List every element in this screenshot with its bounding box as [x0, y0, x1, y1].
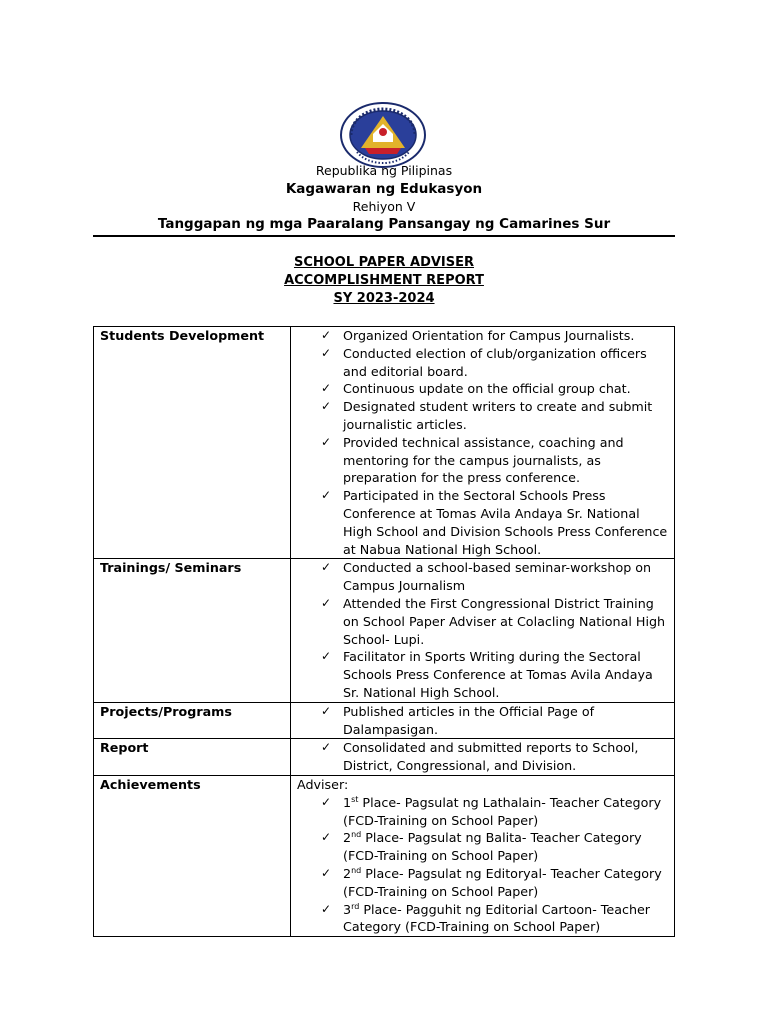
table-row-projects-programs: [94, 702, 675, 739]
row-content: [291, 702, 675, 739]
place-suffix: nd: [351, 830, 362, 840]
achievement-item: [343, 901, 670, 937]
place-number: 3: [343, 901, 352, 917]
row-label: Students Development: [94, 327, 291, 559]
table-row-achievements: [94, 775, 675, 936]
list-item: ✓ Organized Orientation for Campus Journalists.: [343, 327, 670, 345]
achievement-text: Place- Pagguhit ng Editorial Cartoon- Teacher Category (FCD-Training on School Paper): [343, 901, 651, 935]
accomplishment-table: [93, 326, 675, 937]
place-suffix: rd: [351, 901, 360, 911]
table-row-trainings-seminars: [94, 559, 675, 702]
report-title-line-2: ACCOMPLISHMENT REPORT: [284, 273, 484, 288]
row-content: [291, 775, 675, 936]
achievement-item: [343, 865, 670, 901]
report-title-line-1: SCHOOL PAPER ADVISER: [293, 255, 475, 270]
table-row-students-development: [94, 327, 675, 559]
adviser-label: Adviser:: [297, 776, 349, 792]
deped-seal-logo: [339, 102, 427, 168]
row-content: [291, 739, 675, 776]
achievement-text: Place- Pagsulat ng Lathalain- Teacher Category (FCD-Training on School Paper): [343, 794, 662, 828]
republic-line: Republika ng Pilipinas: [315, 163, 453, 178]
list-item: ✓ Consolidated and submitted reports to School, District, Congressional, and Division.: [343, 739, 670, 775]
row-content: [291, 559, 675, 702]
achievement-text: Place- Pagsulat ng Editoryal- Teacher Category (FCD-Training on School Paper): [343, 865, 662, 899]
region-line: Rehiyon V: [352, 199, 416, 214]
list-item: ✓ Provided technical assistance, coaching and mentoring for the campus journalists, as preparation for the press conference.: [343, 434, 670, 487]
place-number: 2: [343, 865, 352, 881]
list-item: ✓ Published articles in the Official Page of Dalampasigan.: [343, 703, 670, 739]
achievement-text: Place- Pagsulat ng Balita- Teacher Category (FCD-Training on School Paper): [343, 830, 642, 864]
department-line: Kagawaran ng Edukasyon: [285, 181, 483, 197]
list-item: ✓ Conducted a school-based seminar-workshop on Campus Journalism: [343, 559, 670, 595]
division-office-line: Tanggapan ng mga Paaralang Pansangay ng Camarines Sur: [157, 216, 611, 232]
row-content: [291, 327, 675, 559]
achievement-item: [343, 829, 670, 865]
list-item: ✓ Designated student writers to create and submit journalistic articles.: [343, 398, 670, 434]
list-item: ✓ Conducted election of club/organization officers and editorial board.: [343, 345, 670, 381]
row-label: Achievements: [94, 775, 291, 936]
place-number: 1: [343, 794, 352, 810]
report-title-line-3: SY 2023-2024: [333, 291, 435, 306]
list-item: ✓ Continuous update on the official group chat.: [343, 380, 670, 398]
row-label: Projects/Programs: [94, 702, 291, 739]
row-label: Report: [94, 739, 291, 776]
list-item: ✓ Participated in the Sectoral Schools Press Conference at Tomas Avila Andaya Sr. National High School and Division Schools Press Conference at Nabua National High School.: [343, 487, 670, 558]
achievement-item: [343, 794, 670, 830]
row-label: Trainings/ Seminars: [94, 559, 291, 702]
place-suffix: st: [351, 794, 359, 804]
place-number: 2: [343, 830, 352, 846]
place-suffix: nd: [351, 865, 362, 875]
table-row-report: [94, 739, 675, 776]
list-item: ✓ Facilitator in Sports Writing during the Sectoral Schools Press Conference at Tomas Avila Andaya Sr. National High School.: [343, 648, 670, 701]
header-divider: [93, 235, 675, 237]
list-item: ✓ Attended the First Congressional District Training on School Paper Adviser at Colacling National High School- Lupi.: [343, 595, 670, 648]
